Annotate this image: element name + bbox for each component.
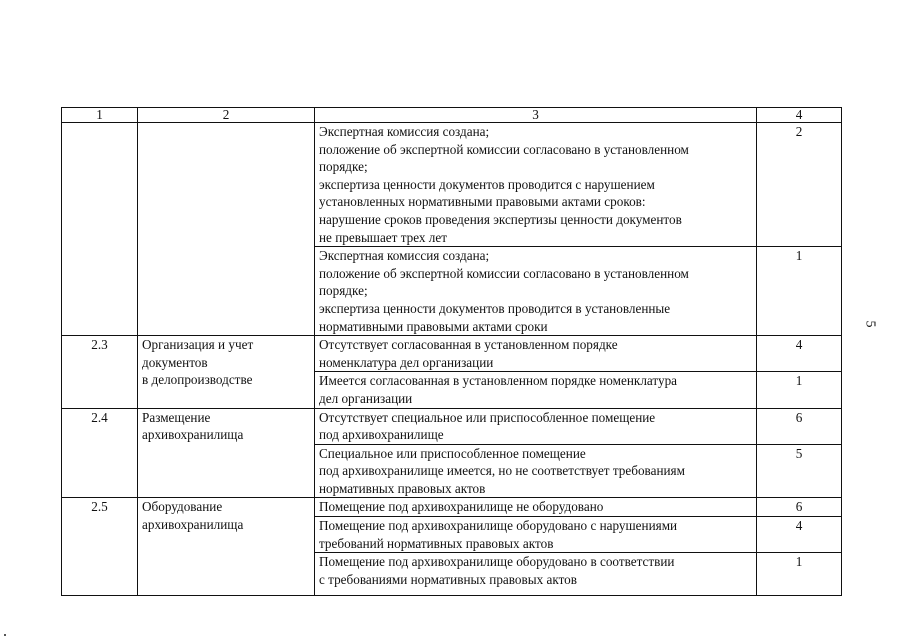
text-line: Помещение под архивохранилище оборудовано в соответствии bbox=[319, 554, 675, 570]
text-line: экспертиза ценности документов проводится в установленные bbox=[319, 300, 671, 316]
text-line: Организация и учет bbox=[142, 337, 254, 353]
scan-artifact bbox=[4, 634, 6, 636]
section-name bbox=[138, 336, 315, 408]
text-line: положение об экспертной комиссии согласовано в установленном bbox=[319, 265, 689, 281]
text-line: под архивохранилище bbox=[319, 427, 444, 443]
score-cell: 1 bbox=[757, 372, 842, 408]
text-line: Имеется согласованная в установленном порядке номенклатура bbox=[319, 373, 678, 389]
criterion-text bbox=[315, 372, 757, 408]
text-line: требований нормативных правовых актов bbox=[319, 535, 554, 551]
text-line: Отсутствует согласованная в установленном порядке bbox=[319, 337, 618, 353]
criterion-text bbox=[315, 444, 757, 498]
text-line: Отсутствует специальное или приспособленное помещение bbox=[319, 409, 656, 425]
text-line: Специальное или приспособленное помещение bbox=[319, 445, 586, 461]
criterion-text bbox=[315, 517, 757, 553]
text-line: нормативных правовых актов bbox=[319, 480, 486, 496]
table-row bbox=[62, 498, 842, 517]
text-line: нормативными правовыми актами сроки bbox=[319, 318, 548, 334]
section-number: 2.4 bbox=[62, 408, 138, 498]
text-line: под архивохранилище имеется, но не соответствует требованиям bbox=[319, 463, 685, 479]
criterion-text bbox=[315, 247, 757, 336]
text-line: положение об экспертной комиссии согласовано в установленном bbox=[319, 141, 689, 157]
text-line: Помещение под архивохранилище не оборудовано bbox=[319, 499, 604, 515]
text-line: порядке; bbox=[319, 159, 368, 175]
header-col-4: 4 bbox=[757, 108, 842, 123]
score-cell: 2 bbox=[757, 123, 842, 247]
score-cell: 1 bbox=[757, 247, 842, 336]
text-line: номенклатура дел организации bbox=[319, 354, 494, 370]
text-line: дел организации bbox=[319, 390, 413, 406]
table-row bbox=[62, 408, 842, 444]
text-line: документов bbox=[142, 354, 208, 370]
table-row bbox=[62, 336, 842, 372]
score-cell: 1 bbox=[757, 553, 842, 596]
cont-num-cell bbox=[62, 123, 138, 336]
text-line: Размещение bbox=[142, 409, 211, 425]
table-row bbox=[62, 123, 842, 247]
text-line: не превышает трех лет bbox=[319, 229, 448, 245]
score-cell: 4 bbox=[757, 336, 842, 372]
text-line: Экспертная комиссия создана; bbox=[319, 248, 490, 264]
criterion-text bbox=[315, 336, 757, 372]
section-name bbox=[138, 498, 315, 596]
text-line: в делопроизводстве bbox=[142, 372, 253, 388]
text-line: архивохранилища bbox=[142, 427, 244, 443]
criterion-text bbox=[315, 123, 757, 247]
section-name bbox=[138, 408, 315, 498]
header-col-1: 1 bbox=[62, 108, 138, 123]
text-line: Оборудование bbox=[142, 499, 223, 515]
score-cell: 5 bbox=[757, 444, 842, 498]
score-cell: 6 bbox=[757, 498, 842, 517]
text-line: нарушение сроков проведения экспертизы ценности документов bbox=[319, 211, 682, 227]
section-number: 2.5 bbox=[62, 498, 138, 596]
score-cell: 4 bbox=[757, 517, 842, 553]
section-number: 2.3 bbox=[62, 336, 138, 408]
cont-name-cell bbox=[138, 123, 315, 336]
text-line: Экспертная комиссия создана; bbox=[319, 124, 490, 139]
text-line: порядке; bbox=[319, 283, 368, 299]
text-line: Помещение под архивохранилище оборудовано с нарушениями bbox=[319, 518, 678, 534]
header-col-2: 2 bbox=[138, 108, 315, 123]
criteria-table bbox=[61, 107, 842, 596]
criterion-text bbox=[315, 553, 757, 596]
text-line: с требованиями нормативных правовых актов bbox=[319, 571, 577, 587]
header-row bbox=[62, 108, 842, 123]
score-cell: 6 bbox=[757, 408, 842, 444]
text-line: экспертиза ценности документов проводится с нарушением bbox=[319, 176, 655, 192]
text-line: архивохранилища bbox=[142, 517, 244, 533]
page-number: 5 bbox=[862, 320, 878, 328]
text-line: установленных нормативными правовыми актами сроков: bbox=[319, 194, 646, 210]
header-col-3: 3 bbox=[315, 108, 757, 123]
criterion-text bbox=[315, 408, 757, 444]
criterion-text bbox=[315, 498, 757, 517]
